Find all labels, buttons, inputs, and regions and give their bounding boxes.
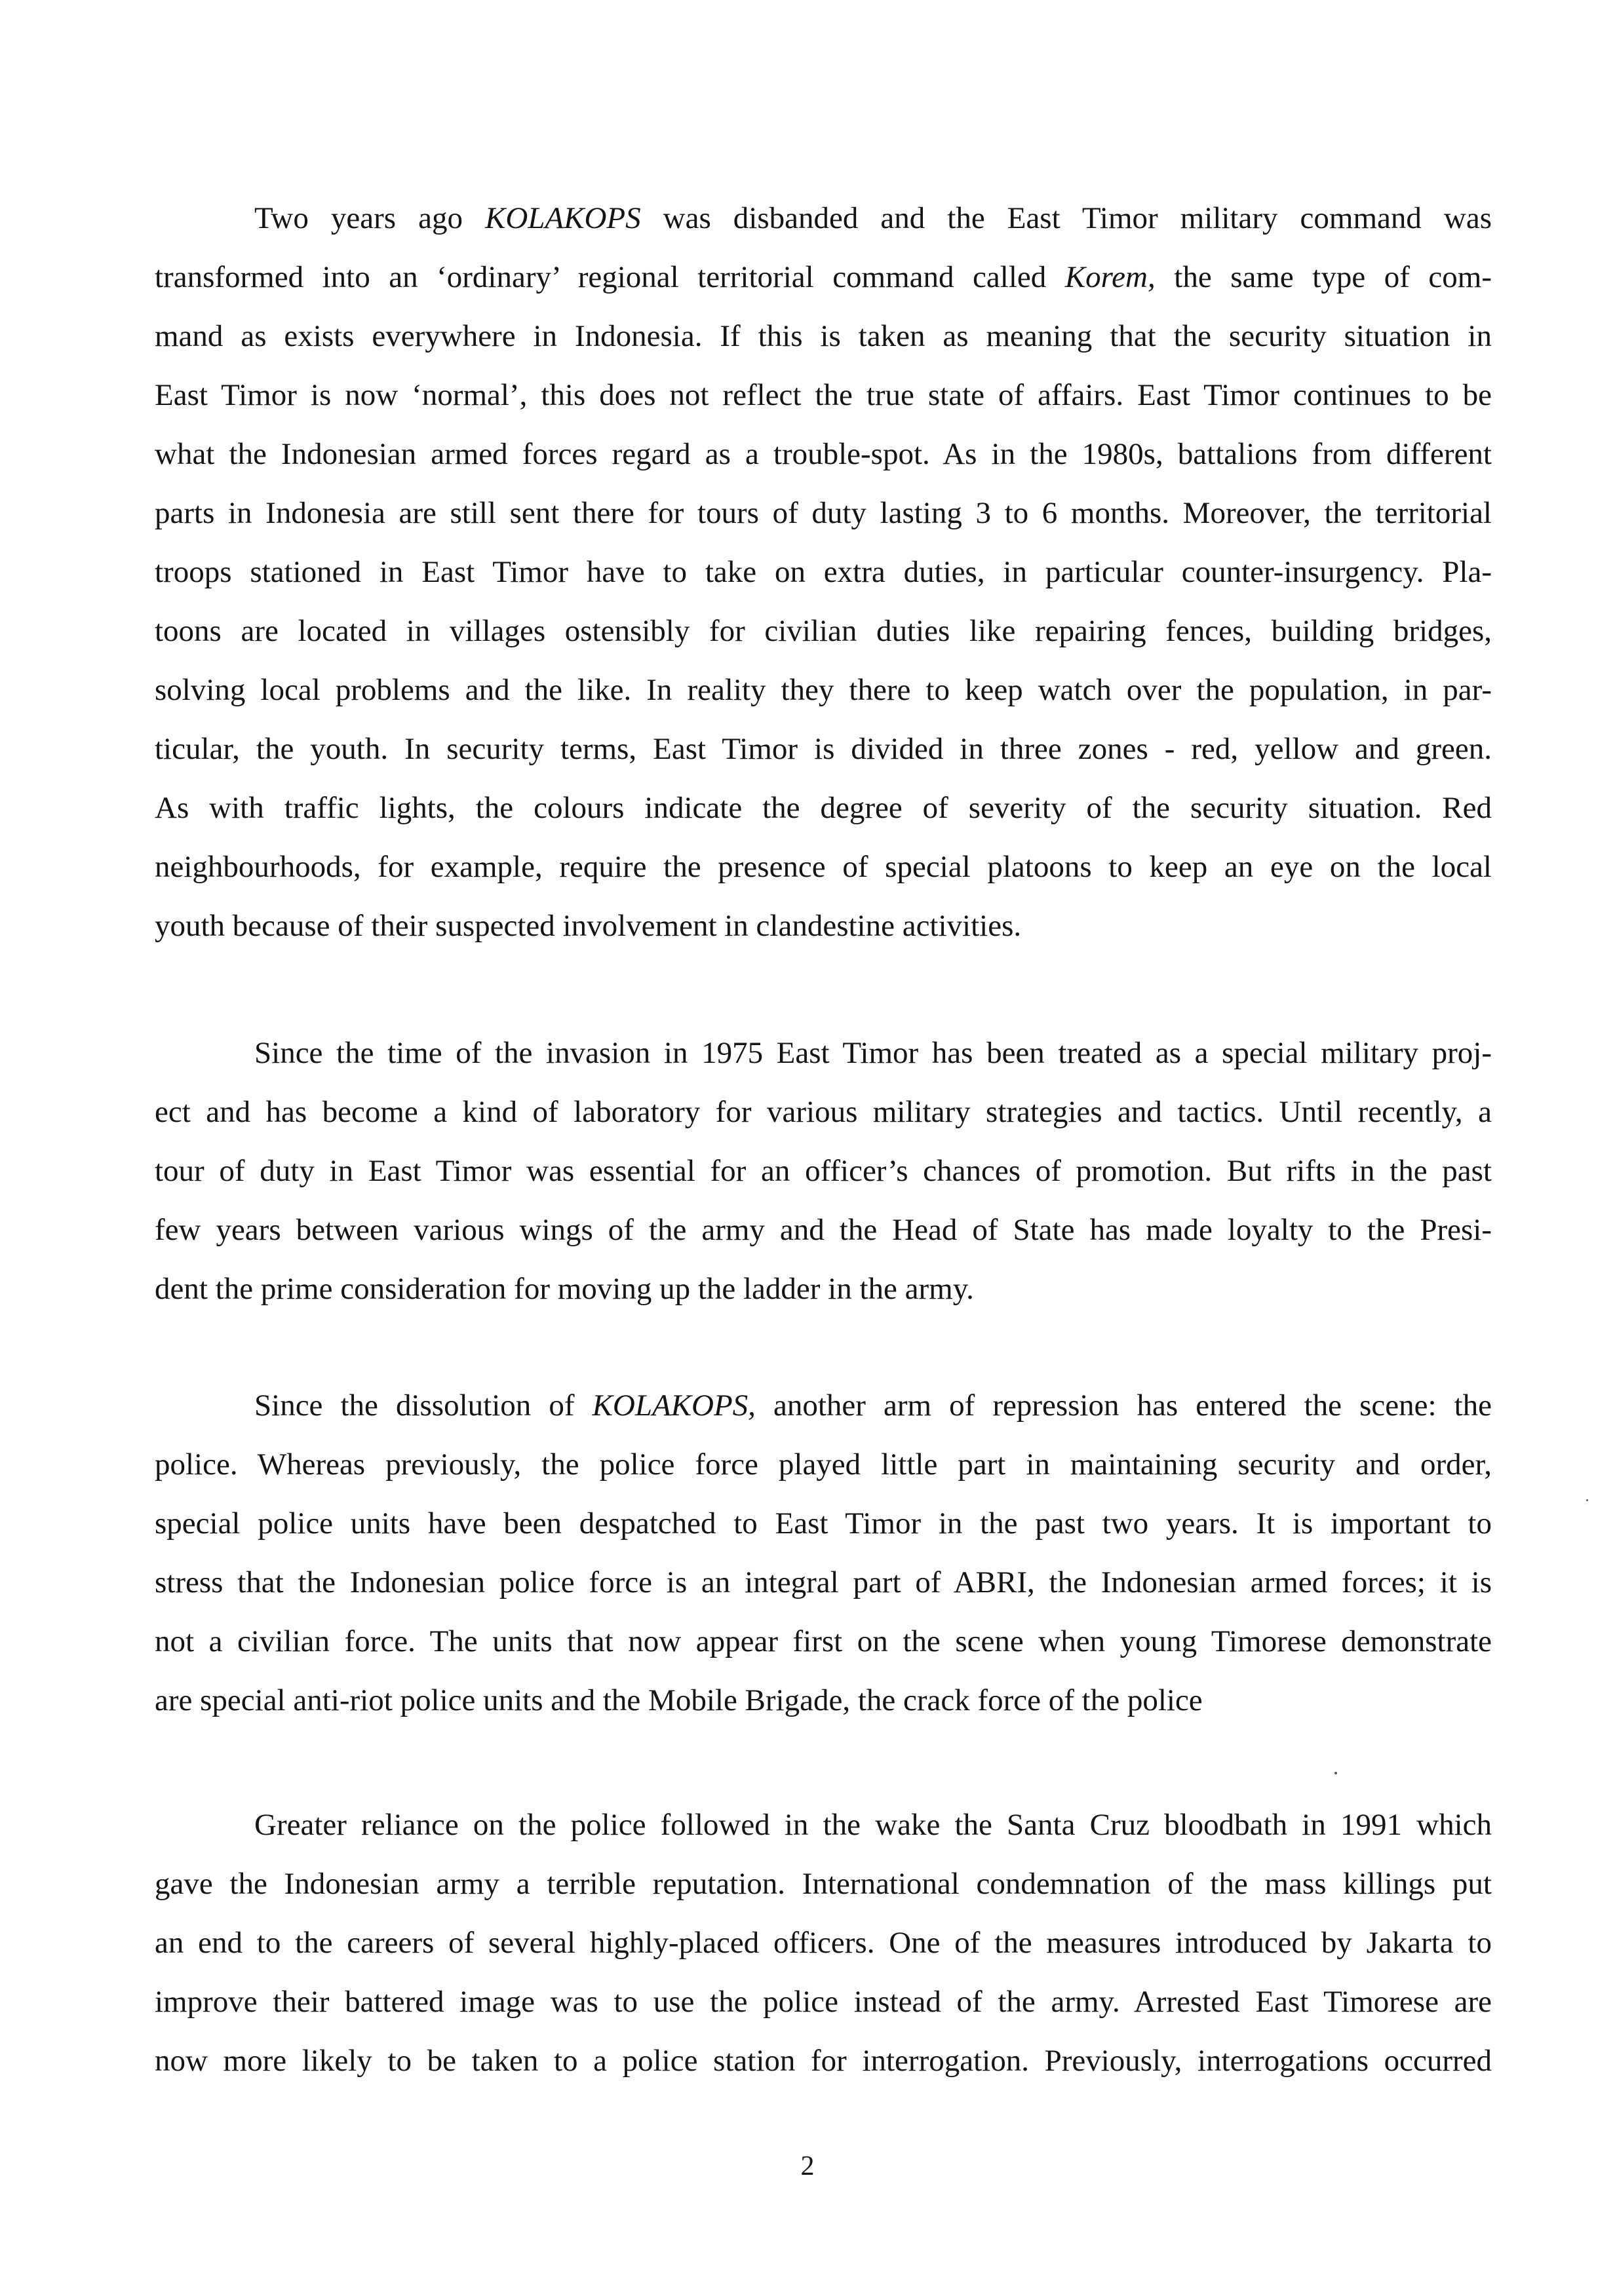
text-line: ticular, the youth. In security terms, East Timor is divided in three zones - red, yellow and green. [155, 732, 1492, 766]
paragraph-2 [155, 1024, 1492, 1318]
text-line: gave the Indonesian army a terrible reputation. International condemnation of the mass killings put [155, 1867, 1492, 1901]
text-line: now more likely to be taken to a police station for interrogation. Previously, interrogations occurred [155, 2044, 1492, 2078]
scan-speck [1586, 1499, 1588, 1501]
text-line: tour of duty in East Timor was essential for an officer’s chances of promotion. But rifts in the past [155, 1154, 1492, 1188]
text-line: ect and has become a kind of laboratory for various military strategies and tactics. Until recently, a [155, 1095, 1492, 1129]
paragraph-3 [155, 1376, 1492, 1730]
text-line: few years between various wings of the army and the Head of State has made loyalty to the Presi- [155, 1213, 1492, 1247]
paragraph-4 [155, 1795, 1492, 2090]
text-line: youth because of their suspected involvement in clandestine activities. [155, 909, 1022, 943]
text-line: Two years ago KOLAKOPS was disbanded and the East Timor military command was [254, 201, 1492, 235]
text-line: an end to the careers of several highly-placed officers. One of the measures introduced by Jakarta to [155, 1926, 1492, 1960]
text-line: police. Whereas previously, the police force played little part in maintaining security and order, [155, 1447, 1492, 1482]
italic-term: KOLAKOPS [485, 201, 641, 235]
italic-term: Korem, [1064, 260, 1156, 294]
text-line: improve their battered image was to use the police instead of the army. Arrested East Timorese are [155, 1985, 1492, 2019]
italic-term: KOLAKOPS, [592, 1388, 756, 1423]
text-line: Since the dissolution of KOLAKOPS, another arm of repression has entered the scene: the [254, 1388, 1492, 1423]
text-line: troops stationed in East Timor have to take on extra duties, in particular counter-insurgency. Pla- [155, 555, 1492, 589]
page-number: 2 [800, 2151, 815, 2181]
text-line: solving local problems and the like. In reality they there to keep watch over the population, in par- [155, 673, 1492, 707]
text-line: East Timor is now ‘normal’, this does not reflect the true state of affairs. East Timor continues to be [155, 378, 1492, 412]
text-line: transformed into an ‘ordinary’ regional territorial command called Korem, the same type of com- [155, 260, 1492, 294]
text-line: are special anti-riot police units and the Mobile Brigade, the crack force of the police [155, 1683, 1203, 1717]
text-line: neighbourhoods, for example, require the presence of special platoons to keep an eye on the local [155, 850, 1492, 884]
text-line: dent the prime consideration for moving up the ladder in the army. [155, 1272, 974, 1306]
scan-speck [1334, 1772, 1337, 1774]
text-line: mand as exists everywhere in Indonesia. If this is taken as meaning that the security situation in [155, 319, 1492, 353]
text-line: not a civilian force. The units that now appear first on the scene when young Timorese demonstrate [155, 1624, 1492, 1658]
text-line: Greater reliance on the police followed in the wake the Santa Cruz bloodbath in 1991 which [254, 1808, 1492, 1842]
text-line: what the Indonesian armed forces regard as a trouble-spot. As in the 1980s, battalions from different [155, 437, 1492, 471]
text-line: parts in Indonesia are still sent there for tours of duty lasting 3 to 6 months. Moreover, the territorial [155, 496, 1492, 530]
paragraph-1 [155, 189, 1492, 955]
text-line: toons are located in villages ostensibly for civilian duties like repairing fences, building bridges, [155, 614, 1492, 648]
text-line: stress that the Indonesian police force is an integral part of ABRI, the Indonesian armed forces; it is [155, 1565, 1492, 1599]
text-line: Since the time of the invasion in 1975 East Timor has been treated as a special military proj- [254, 1036, 1492, 1070]
text-line: As with traffic lights, the colours indicate the degree of severity of the security situation. Red [155, 791, 1492, 825]
text-line: special police units have been despatched to East Timor in the past two years. It is important to [155, 1506, 1492, 1540]
